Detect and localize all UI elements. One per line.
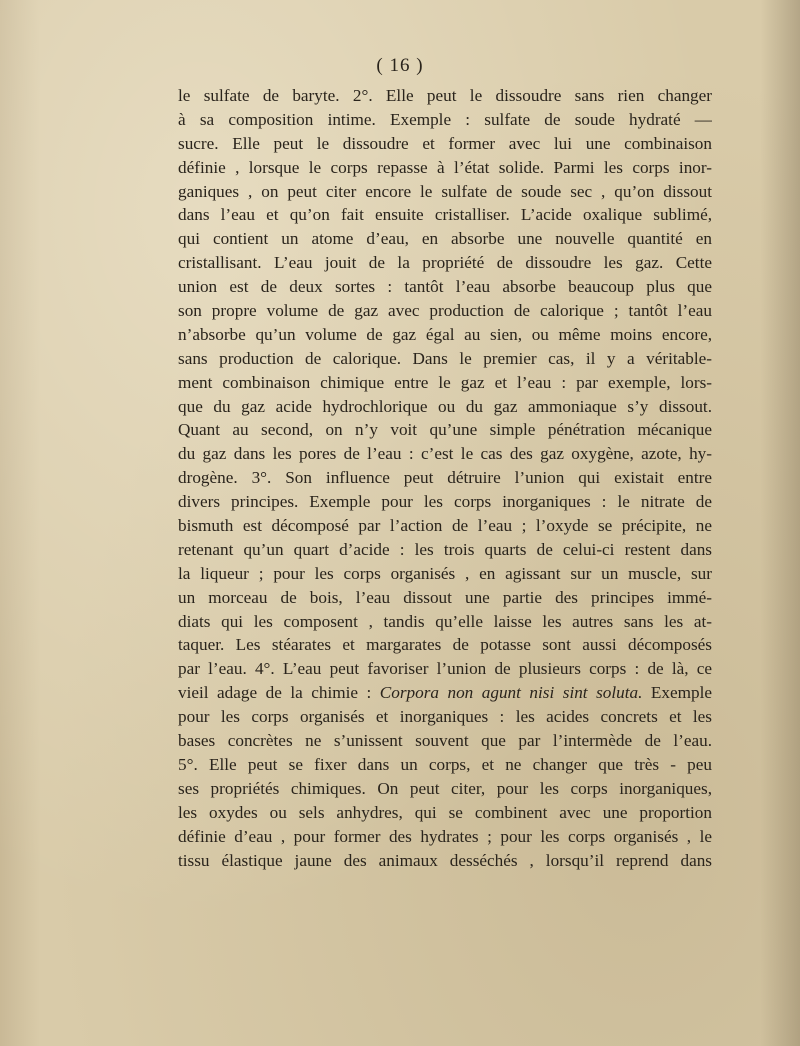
text-line: divers principes. Exemple pour les corps inorganiques : le nitrate de bbox=[178, 492, 712, 512]
text-line: son propre volume de gaz avec production de calorique ; tantôt l’eau bbox=[178, 301, 712, 321]
text-line: pour les corps organisés et inorganiques : les acides concrets et les bbox=[178, 707, 712, 727]
text-line: vieil adage de la chimie : Corpora non agunt nisi sint soluta. Exemple bbox=[178, 683, 712, 703]
text-line: du gaz dans les pores de l’eau : c’est le cas des gaz oxygène, azote, hy- bbox=[178, 444, 712, 464]
text-line: retenant qu’un quart d’acide : les trois quarts de celui-ci restent dans bbox=[178, 539, 712, 559]
body-text bbox=[178, 84, 712, 872]
text-line: bismuth est décomposé par l’action de l’eau ; l’oxyde se précipite, ne bbox=[178, 516, 712, 536]
latin-quote: Corpora non agunt nisi sint soluta. bbox=[379, 683, 643, 703]
text-line: cristallisant. L’eau jouit de la propriété de dissoudre les gaz. Cette bbox=[178, 253, 712, 273]
text-line: la liqueur ; pour les corps organisés , en agissant sur un muscle, sur bbox=[178, 563, 712, 583]
text-line: définie d’eau , pour former des hydrates ; pour les corps organisés , le bbox=[178, 826, 712, 846]
text-line: n’absorbe qu’un volume de gaz égal au sien, ou même moins encore, bbox=[178, 324, 712, 344]
text-line: tissu élastique jaune des animaux desséchés , lorsqu’il reprend dans bbox=[178, 850, 712, 870]
text-line: par l’eau. 4°. L’eau peut favoriser l’union de plusieurs corps : de là, ce bbox=[178, 659, 712, 679]
page-number: ( 16 ) bbox=[376, 55, 424, 76]
text-line: union est de deux sortes : tantôt l’eau absorbe beaucoup plus que bbox=[178, 277, 712, 297]
text-line: un morceau de bois, l’eau dissout une partie des principes immé- bbox=[178, 587, 712, 607]
text-line: les oxydes ou sels anhydres, qui se combinent avec une proportion bbox=[178, 802, 712, 822]
text-line: bases concrètes ne s’unissent souvent que par l’intermède de l’eau. bbox=[178, 731, 712, 751]
text-line: ganiques , on peut citer encore le sulfate de soude sec , qu’on dissout bbox=[178, 181, 712, 201]
text-line: taquer. Les stéarates et margarates de potasse sont aussi décomposés bbox=[178, 635, 712, 655]
text-line: 5°. Elle peut se fixer dans un corps, et ne changer que très - peu bbox=[178, 754, 712, 774]
text-line: Quant au second, on n’y voit qu’une simple pénétration mécanique bbox=[178, 420, 712, 440]
text-line: drogène. 3°. Son influence peut détruire l’union qui existait entre bbox=[178, 468, 712, 488]
text-line: diats qui les composent , tandis qu’elle laisse les autres sans les at- bbox=[178, 611, 712, 631]
text-line: sans production de calorique. Dans le premier cas, il y a véritable- bbox=[178, 348, 712, 368]
text-line: qui contient un atome d’eau, en absorbe une nouvelle quantité en bbox=[178, 229, 712, 249]
text-line: ses propriétés chimiques. On peut citer, pour les corps inorganiques, bbox=[178, 778, 712, 798]
text-line: définie , lorsque le corps repasse à l’état solide. Parmi les corps inor- bbox=[178, 157, 712, 177]
text-line: à sa composition intime. Exemple : sulfate de soude hydraté — bbox=[178, 109, 712, 129]
text-line: ment combinaison chimique entre le gaz et l’eau : par exemple, lors- bbox=[178, 372, 712, 392]
text-line: sucre. Elle peut le dissoudre et former avec lui une combinaison bbox=[178, 133, 712, 153]
text-line: que du gaz acide hydrochlorique ou du gaz ammoniaque s’y dissout. bbox=[178, 396, 712, 416]
text-line: le sulfate de baryte. 2°. Elle peut le dissoudre sans rien changer bbox=[178, 86, 712, 105]
text-line: dans l’eau et qu’on fait ensuite cristalliser. L’acide oxalique sublimé, bbox=[178, 205, 712, 225]
